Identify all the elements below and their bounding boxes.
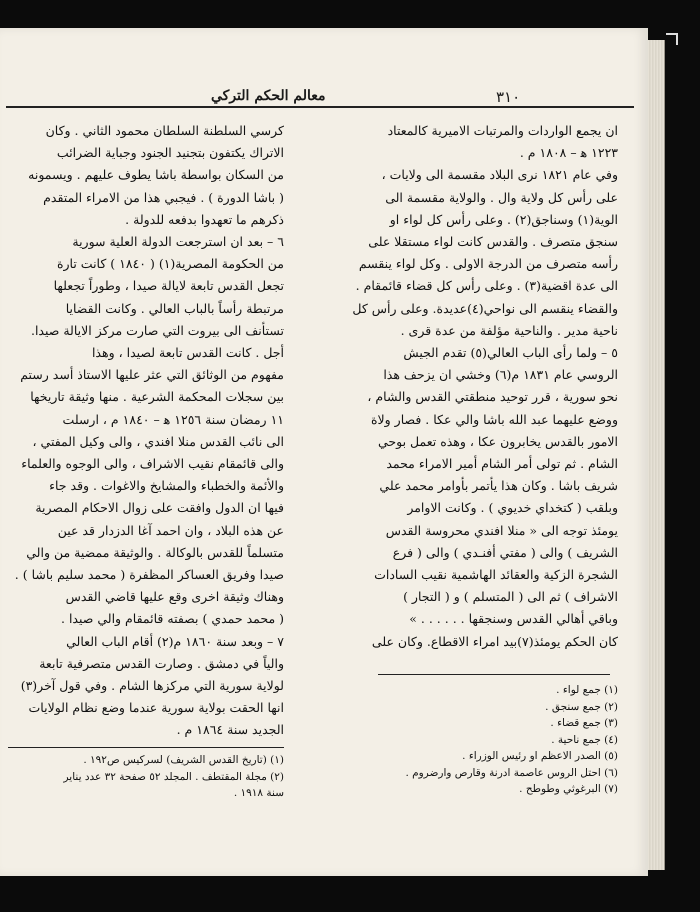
text-line: الامور بالقدس يخابرون عكا ، وهذه تعمل بوحي [377,433,618,449]
text-line: ذكرهم ما تعهدوا بدفعه للدولة . [125,211,284,227]
text-line: الى عدة اقضية(٣) . وعلى رأس كل قضاء قائمقام . [355,278,618,294]
text-line: نحو سورية ، قرر توحيد منطقتي القدس والشام ، [367,389,618,405]
footnote-rule-right [378,674,610,675]
text-line: والى قائمقام نقيب الاشراف ، والى الوجوه والعلماء [21,456,284,472]
text-line: الجديد سنة ١٨٦٤ م . [176,722,284,738]
footnote-line: (٧) البرغوثي وطوطح . [519,783,618,795]
text-line: والقضاء ينقسم الى نواحي(٤)عديدة. وعلى رأس كل [352,300,618,316]
text-line: الشجرة الزكية والعقائد الهاشمية نقيب السادات [374,567,618,583]
text-line: الاتراك يكتفون بتجنيد الجنود وجباية الضرائب [56,145,284,161]
text-line: يومئذ توجه الى « منلا افندي محروسة القدس [385,522,618,538]
text-line: أجل . كانت القدس تابعة لصيدا ، وهذا [91,345,284,361]
footnote-line: سنة ١٩١٨ . [233,787,284,799]
page-edges [648,40,665,870]
footnote-line: (٥) الصدر الاعظم او رئيس الوزراء . [462,750,618,762]
footnote-rule-left [8,747,284,748]
page-number: ٣١٠ [496,88,521,106]
text-line: والياً في دمشق . وصارت القدس متصرفية تابعة [39,655,284,671]
text-line: ٦ – بعد ان استرجعت الدولة العلية سورية [72,234,284,250]
text-line: لولاية سورية التي مركزها الشام . وفي قول آخر(٣) [20,678,284,694]
text-line: شريف باشا . وكان هذا يأتمر بأوامر محمد علي [379,478,618,494]
running-header [6,68,634,108]
text-line: الشام . ثم تولى أمر الشام أمير الامراء محمد [386,456,618,472]
text-line: متسلماً للقدس بالوكالة . والوثيقة ممضية من والي [26,544,284,560]
text-line: بين سجلات المحكمة الشرعية . منها وثيقة تاريخها [30,389,284,405]
footnotes-right [300,682,618,798]
footnote-line: (٦) احتل الروس عاصمة ادرنة وقارص وارضروم . [405,766,618,779]
text-line: الوية(١) وسناجق(٢) . وعلى رأس كل لواء او [389,211,618,227]
footnote-line: (٢) جمع سنجق . [545,700,618,713]
text-line: من الحكومة المصرية(١) ( ١٨٤٠ ) كانت تارة [56,256,284,272]
footnote-line: (٤) جمع ناحية . [551,733,618,746]
text-line: عن هذه البلاد ، وان احمد آغا الدزدار قد عين [57,522,284,538]
text-line: وبلقب ( كتخداي خديوي ) . وكانت الاوامر [407,500,618,516]
text-line: مفهوم من الوثائق التي عثر عليها الاستاذ أسد رستم [20,367,284,383]
text-line: الاشراف ) ثم الى ( المتسلم ) و ( التجار ) [403,589,618,605]
text-line: الى نائب القدس منلا افندي ، والى وكيل المفتي ، [32,433,284,449]
footnote-line: (٢) مجلة المقتطف . المجلد ٥٢ صفحة ٣٢ عدد يناير [63,770,284,783]
running-title: معالم الحكم التركي [211,88,326,104]
text-line: ان يجمع الواردات والمرتبات الاميرية كالمعتاد [387,123,618,138]
footnote-line: (١) جمع لواء . [556,684,618,696]
text-line: كان الحكم يومئذ(٧)بيد امراء الاقطاع. وكان على [371,633,618,649]
text-line: الروسي عام ١٨٣١ م(٦) وخشي ان يزحف هذا [383,367,618,383]
text-line: ١٢٢٣ ﻫ – ١٨٠٨ م . [519,145,618,161]
text-line: والأئمة والخطباء والمشايخ والاغوات . وقد جاء [49,478,284,494]
text-line: وهناك وثيقة اخرى وقع عليها قاضي القدس [65,589,284,605]
text-line: كرسي السلطنة السلطان محمود الثاني . وكان [45,123,284,138]
text-line: وفي عام ١٨٢١ نرى البلاد مقسمة الى ولايات ، [381,167,618,183]
text-line: ٥ – ولما رأى الباب العالي(٥) تقدم الجيش [403,345,618,361]
text-line: ٧ – وبعد سنة ١٨٦٠ م(٢) أقام الباب العالي [66,633,284,649]
text-line: مرتبطة رأساً بالباب العالي . وكانت القضايا [65,300,284,316]
right-text-column [298,120,618,653]
text-line: ( محمد حمدي ) بصفته قائمقام والي صيدا . [61,611,284,627]
text-line: وباقي أهالي القدس وسنجقها . . . . . . » [409,611,618,627]
text-line: ناحية مدير . والناحية مؤلفة من عدة قرى . [400,322,618,338]
text-line: تستأنف الى بيروت التي صارت مركز الايالة صيدا. [30,322,284,338]
text-line: ١١ رمضان سنة ١٢٥٦ ﻫ – ١٨٤٠ م ، ارسلت [62,411,284,427]
text-line: صيدا وفريق العساكر المظفرة ( محمد سليم باشا ) . [14,567,284,583]
text-line: سنجق متصرف . والقدس كانت لواء مستقلا على [368,234,618,250]
footnote-line: (١) (تاريخ القدس الشريف) لسركيس ص١٩٢ . [83,754,284,766]
footnote-line: (٣) جمع قضاء . [550,717,618,729]
text-line: ( باشا الدورة ) . فيجبي هذا من الامراء المتقدم [43,189,284,205]
text-line: الشريف ) والى ( مفتي أفنـدي ) والى ( فرع [392,544,618,560]
text-line: ووضع عليهما عبد الله باشا والي عكا . فصار ولاة [370,411,618,427]
text-line: تجعل القدس تابعة لايالة صيدا ، وطوراً تجعلها [53,278,284,294]
footnotes-left [8,752,284,802]
text-line: رأسه متصرف من الدرجة الاولى . وكل لواء ينقسم [358,256,618,272]
text-line: فيها ان الدول وافقت على زوال الاحكام المصرية [35,500,284,516]
text-line: انها الحقت بولاية سورية عندما وضع نظام الولايات [28,700,284,716]
text-line: على رأس كل ولاية وال . والولاية مقسمة الى [385,189,618,205]
scan-corner-mark [666,33,678,45]
text-line: من السكان بواسطة باشا يطوف عليهم . ويسمونه [28,167,284,183]
left-text-column [6,120,284,742]
